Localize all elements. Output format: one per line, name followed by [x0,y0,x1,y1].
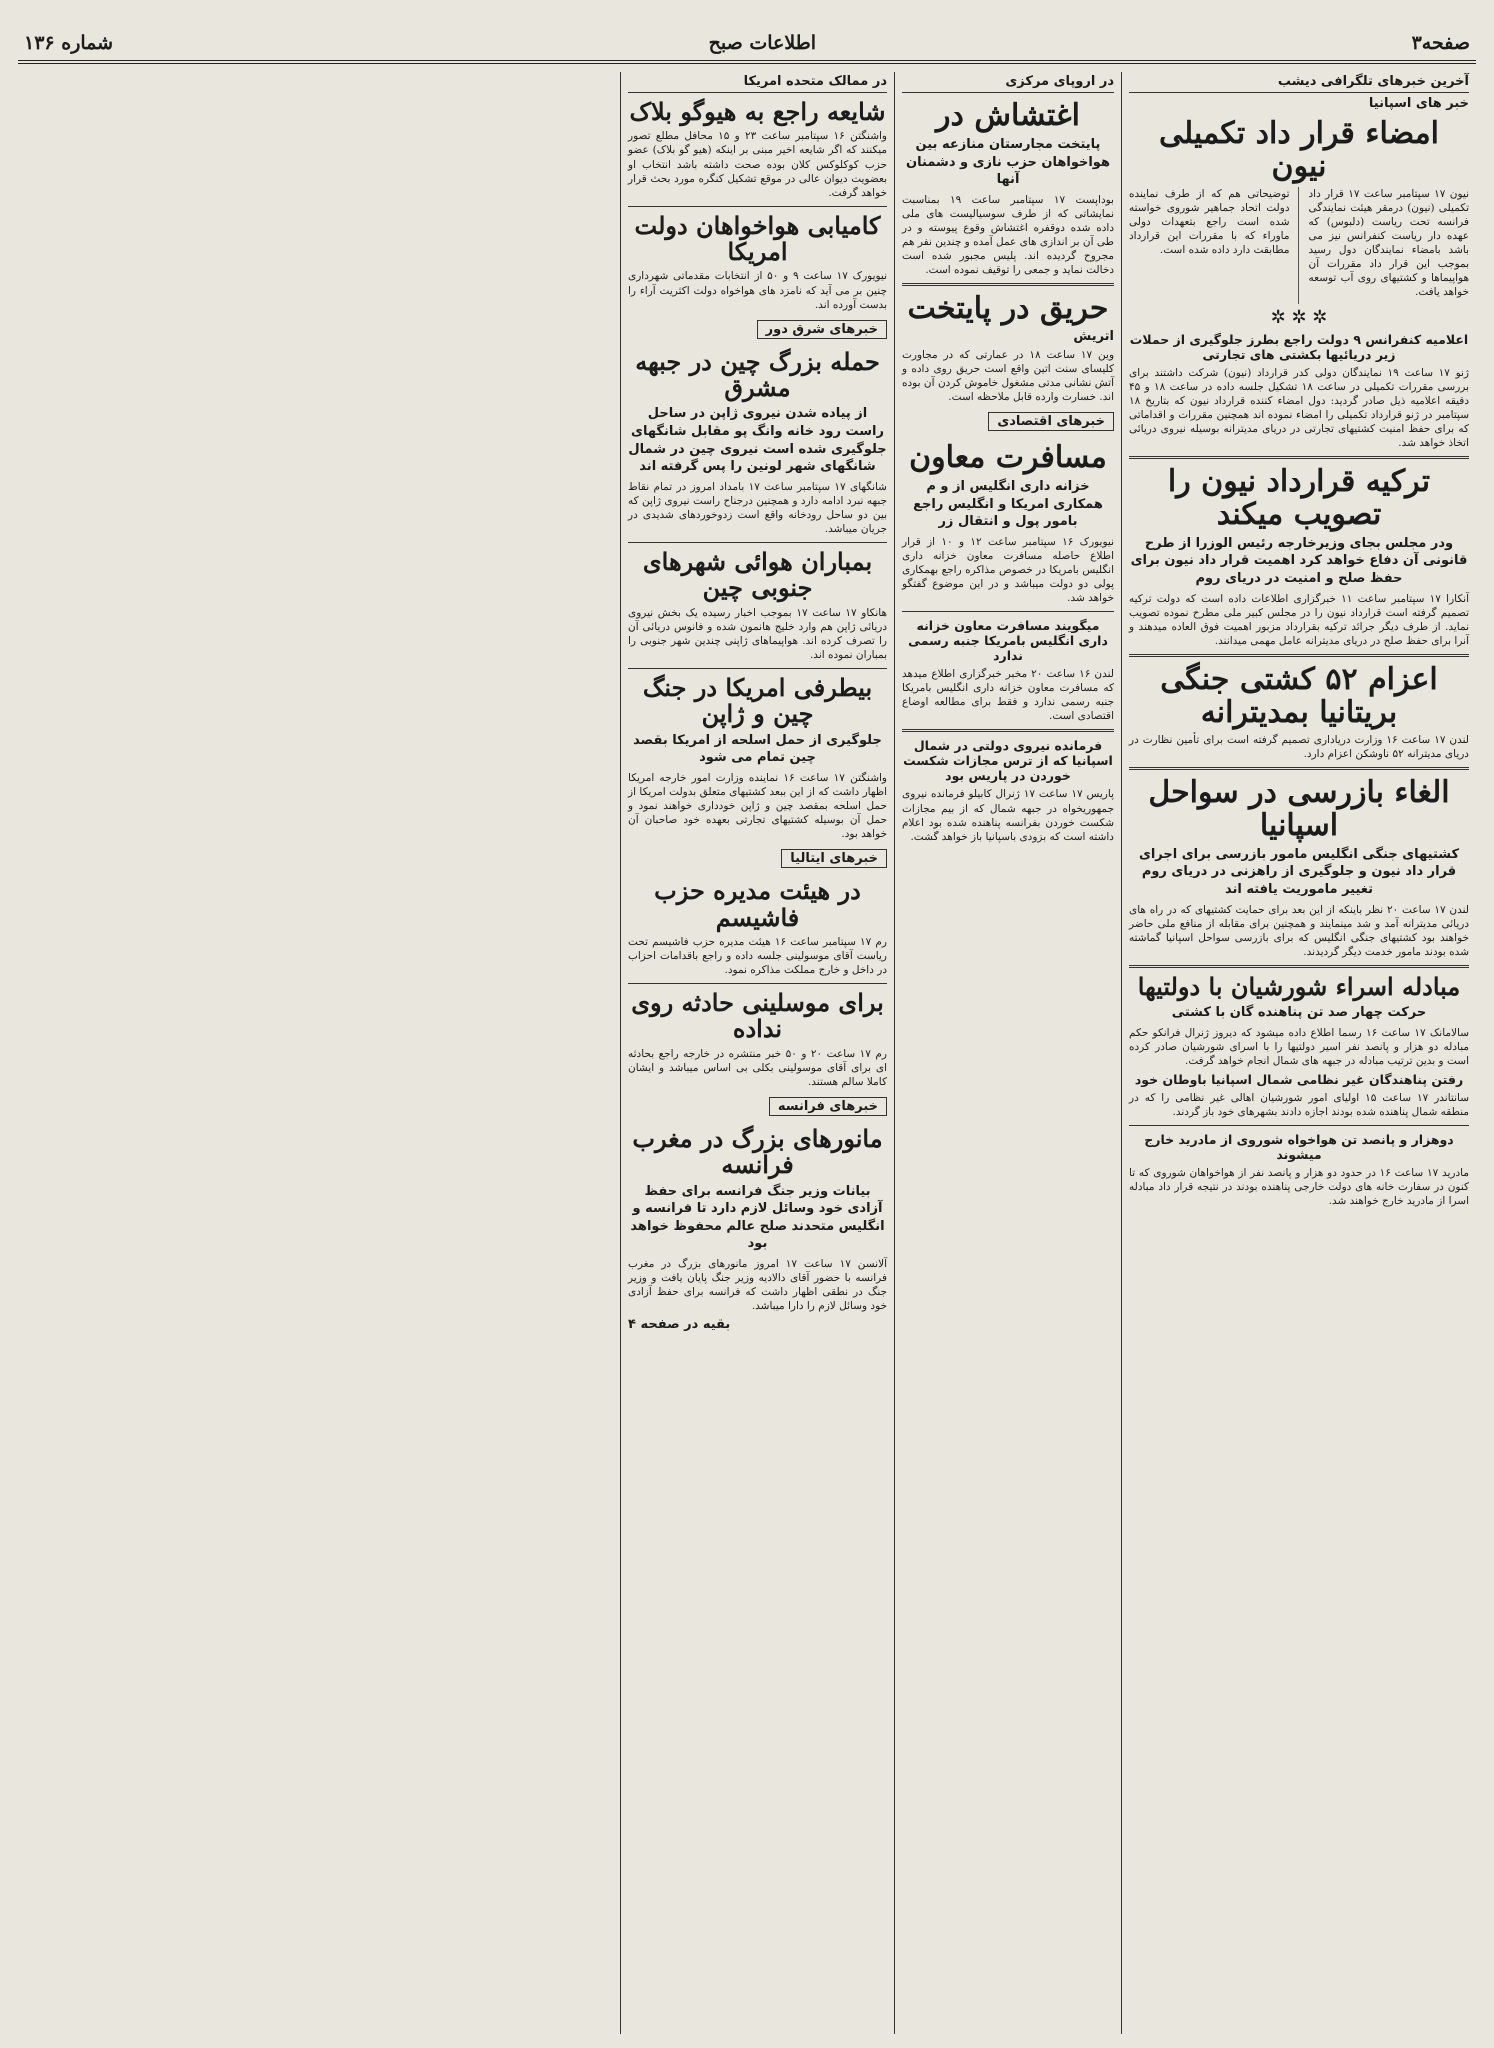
divider [1129,767,1469,770]
article-text: ژنو ۱۷ ساعت ۱۹ نمایندگان دولی کدر قرارداد (نیون) شرکت داشتند برای بررسی مقررات تکمیلی در ساعت ۱۸ تشکیل جلسه داده در ساعت ۱۸ و ۴۵ دقیقه اعلامیه ذیل صادر گردید: دول امضاء کننده قرارداد نیون که بتاریخ ۱۸ سپتامبر در ژنو قرارداد تکمیلی را امضاء نموده اند همچنین مقررات و اقداماتی که برای حفظ امنیت کشتیهای تجارتی در دریای مدیترانه بوسیله نیروی دریائی اتخاذ خواهد شد. [1129,366,1469,449]
subheadline: رفتن پناهندگان غیر نظامی شمال اسپانیا باوطان خود [1134,1071,1464,1087]
article-text: آلانسن ۱۷ ساعت ۱۷ امروز مانورهای بزرگ در مغرب فرانسه با حضور آقای دالادیه وزیر جنگ پایان یافت و وزیر جنگ در نطقی اظهار داشت که فرانسه برای حفظ آزادی خود وسائل لازم را دارا میباشد. [628,1258,887,1313]
headline: امضاء قرار داد تکمیلی نیون [1158,116,1440,184]
subheadline: حرکت چهار صد تن پناهنده گان با کشتی [1171,1005,1427,1021]
article-text: توضیحاتی هم که از طرف نماینده دولت اتحاد جماهیر شوروی خواسته شده است راجع بتعهدات دولی ماوراء که با مقررات این قرارداد مطابقت دارد داده شده است. [1129,188,1290,257]
section-header: خبرهای ایتالیا [781,849,887,868]
page-number: صفحه۳ [1411,32,1470,54]
headline: کامیابی هواخواهان دولت امریکا [634,210,881,267]
subheadline: خزانه داری انگلیس از و م همکاری امریکا و انگلیس راجع بامور پول و انتقال زر [913,479,1103,530]
article-text: لندن ۱۷ ساعت ۱۶ وزارت دریاداری تصمیم گرفته است برای تأمین نظارت در دریای مدیترانه ۵۲ ناوشکن اعزام دارد. [1129,733,1470,760]
article-text: لندن ۱۶ ساعت ۲۰ مخبر خبرگزاری اطلاع میدهد که مسافرت معاون خزانه داری انگلیس بامریکا جنبه رسمی ندارد و فقط برای مطالعه اوضاع اقتصادی است. [902,668,1114,723]
divider [628,983,887,984]
article-text: لندن ۱۷ ساعت ۲۰ نظر باینکه از این بعد برای حمایت کشتیهای که در راه های دریائی مدیترانه آمد و شد مینمایند و همچنین برای مقابله از منافع ملی حاضر خواهند بود کشتیهای جنگی انگلیس که برای بازرسی سواحل اسپانیا گماشته شده بودند مامور خدمت دیگر گردیدند. [1129,903,1470,958]
headline: ترکیه قرارداد نیون را تصویب میکند [1167,463,1431,532]
headline: شایعه راجع به هیوگو بلاک [629,97,886,126]
article-text: رم ۱۷ ساعت ۲۰ و ۵۰ خبر منتشره در خارجه راجع بحادثه ای برای آقای موسولینی بکلی بی اساس میباشد و ایشان کاملا سالم هستند. [628,1047,887,1088]
article-text: واشنگتن ۱۶ سپتامبر ساعت ۲۳ و ۱۵ محافل مطلع تصور میکنند که اگر شایعه اخیر مبنی بر اینکه (هیو گو بلاک) عضو حزب کوکلوکس کلان بوده صحت داشته باشد انتخاب او بعضویت دیوان عالی در موقع تشکیل کنگره مورد بحث قرار خواهد گرفت. [628,130,887,199]
headline: اعزام ۵۲ کشتی جنگی بریتانیا بمدیترانه [1160,661,1438,730]
subheadline: از پیاده شدن نیروی ژاپن در ساحل راست رود خانه وانگ پو مقابل شانگهای جلوگیری شده است نیروی چین در شمال شانگهای شهر لونین را پس گرفته اند [628,406,887,475]
article-text: شانگهای ۱۷ سپتامبر ساعت ۱۷ بامداد امروز در تمام نقاط جبهه نبرد ادامه دارد و همچنین درجناح راست نیروی ژاپن که بین دو ساحل رودخانه واقع است زدوخوردهای شدیدی در جریان میباشد. [628,480,887,535]
article-text: سالامانک ۱۷ ساعت ۱۶ رسما اطلاع داده میشود که دیروز ژنرال فرانکو حکم مبادله دو هزار و پانصد نفر اسیر دولتیها را با اسرای شورشیان صادر کرده است و بدین ترتیب مبادله در جبهه های شمال انجام خواهد گرفت. [1129,1026,1469,1067]
headline: مانورهای بزرگ در مغرب فرانسه [632,1124,883,1180]
subheadline: فرمانده نیروی دولتی در شمال اسپانیا که از ترس مجازات شکست خوردن در پاریس بود [903,738,1113,784]
subheadline: جلوگیری از حمل اسلحه از امریکا بقصد چین تمام می شود [633,732,882,766]
headline: مبادله اسراء شورشیان با دولتیها [1137,971,1461,1001]
divider [1129,965,1469,968]
article-text: وین ۱۷ ساعت ۱۸ در عمارتی که در مجاورت کلیسای سنت اتین واقع است حریق روی داده و آتش نشانی مدتی مشغول خاموش کردن آن بوده اند. خسارت وارده قابل ملاحظه است. [902,349,1115,404]
newspaper-page [18,14,1476,2034]
section-header: خبرهای اقتصادی [988,412,1114,431]
headline: حریق در پایتخت [907,291,1109,327]
column-middle-left [620,72,894,2034]
headline: مسافرت معاون [909,440,1107,476]
subheadline: کشتیهای جنگی انگلیس مامور بازرسی برای اجرای قرار داد نیون و جلوگیری از راهزنی در دریای روم تغییر ماموریت یافته اند [1138,846,1460,897]
subheadline: ودر مجلس بجای وزیرخارجه رئیس الوزرا از طرح قانونی آن دفاع خواهد کرد اهمیت قرار داد نیون برای حفظ صلح و امنیت در دریای روم [1130,535,1468,586]
divider [628,668,887,669]
divider [902,729,1114,732]
column-right [1121,72,1476,2034]
section-header: در ممالک متحده امریکا [628,72,887,93]
subheadline: دوهزار و پانصد تن هواخواه شوروی از مادرید خارج میشوند [1144,1132,1454,1163]
subheadline: اتریش [1073,329,1114,345]
section-header: در اروپای مرکزی [902,72,1114,93]
headline: اغتشاش در [936,98,1080,133]
article-text: نیویورک ۱۶ سپتامبر ساعت ۱۲ و ۱۰ از قرار اطلاع حاصله مسافرت معاون خزانه داری انگلیس بامریکا در خصوص مذاکره راجع بهمکاری پولی دو دولت میباشد و در این موضوع گفتگو خواهد شد. [902,535,1114,605]
ornament: ✲ ✲ ✲ [1270,306,1328,328]
headline: بمباران هوائی شهرهای جنوبی چین [642,546,873,603]
divider [902,611,1114,612]
divider [628,542,887,543]
section-header: خبرهای فرانسه [769,1097,887,1116]
section-header: خبرهای شرق دور [757,320,887,339]
article-text: رم ۱۷ سپتامبر ساعت ۱۶ هیئت مدیره حزب فاشیسم تحت ریاست آقای موسولینی جلسه داده و راجع باقدامات احزاب در داخل و خارج مملکت مذاکره نمود. [628,935,887,977]
article-text: نیون ۱۷ سپتامبر ساعت ۱۷ قرار داد تکمیلی (نیون) درمقر هیئت نمایندگی فرانسه تحت ریاست (دلبوس) که عهده دار ریاست کنفرانس نیز می باشد بامضاء نمایندگان دول رسید بموجب این قرار داد مقررات آن هواپیماها و کشتیهای روی آب توسعه خواهد یافت. [1308,188,1469,299]
divider [1129,654,1469,657]
article-text: مادرید ۱۷ ساعت ۱۶ در حدود دو هزار و پانصد نفر از هواخواهان شوروی که تا کنون در سفارت خانه های دولت خارجی پناهنده بودند در نتیجه قرار داد مبادله اسرا از مادرید خارج خواهند شد. [1129,1167,1469,1208]
subheadline: پایتخت مجارستان منازعه بین هواخواهان حزب نازی و دشمنان آنها [906,137,1110,188]
article-text: واشنگتن ۱۷ ساعت ۱۶ نماینده وزارت امور خارجه امریکا اظهار داشت که از این ببعد کشتیهای متعلق بدولت امریکا از حمل اسلحه بمقصد چین و ژاپن خودداری خواهند نمود و حمل آن بوسیله کشتیهای تجارتی بعهده خود صاحبان آن خواهد بود. [628,771,887,841]
divider [1129,1125,1469,1126]
headline: الغاء بازرسی در سواحل اسپانیا [1148,774,1450,843]
subheadline: بیانات وزیر جنگ فرانسه برای حفظ آزادی خود وسائل لازم دارد تا فرانسه و انگلیس متحدند صلح عالم محفوظ خواهد بود [630,1183,885,1252]
article-text: سانتاندر ۱۷ ساعت ۱۵ اولیای امور شورشیان اهالی غیر نظامی را که در منطقه شمال پناهنده شده بودند اجازه دادند بشهرهای خود باز گردند. [1129,1091,1469,1118]
subsection-header: خبر های اسپانیا [1368,96,1469,111]
section-header: آخرین خبرهای تلگرافی دیشب [1129,72,1469,93]
divider [902,283,1114,286]
article-text: بوداپست ۱۷ سپتامبر ساعت ۱۹ بمناسبت نمایشاتی که از طرف سوسیالیست های ملی داده شده دوقفره اغتشاش وقوع پیوسته و در طی آن بر اندازی های عمل آمده و چندین نفر هم مجروح گردیده اند. پلیس مجبور شده است دخالت نماید و جمعی را توقیف نموده است. [902,193,1114,276]
continued-note: بقیه در صفحه ۴ [628,1317,731,1333]
headline: در هیئت مدیره حزب فاشیسم [654,876,861,932]
subheadline: اعلامیه کنفرانس ۹ دولت راجع بطرز جلوگیری از حملات زیر دریائیها بکشتی های تجارتی [1129,331,1469,362]
headline: برای موسلینی حادثه روی نداده [631,988,884,1044]
article-text: هانکاو ۱۷ ساعت ۱۷ بموجب اخبار رسیده یک بخش نیروی دریائی ژاپن هم وارد خلیج هانمون شده و فانوس دریائی آن را تصرف کرده اند. هواپیماهای ژاپنی چندین شهر جنوبی را بمباران نموده اند. [628,606,887,661]
headline: بیطرفی امریکا در جنگ چین و ژاپن [642,672,873,729]
article-text: نیویورک ۱۷ ساعت ۹ و ۵۰ از انتخابات مقدماتی شهرداری چنین بر می آید که نامزد های هواخواه دولت اکثریت آراء را بدست آورده اند. [628,270,888,311]
two-column-text [1129,187,1469,304]
article-text: پاریس ۱۷ ساعت ۱۷ ژنرال کابیلو فرمانده نیروی جمهوریخواه در جبهه شمال که از بیم مجازات شکست خوردن بفرانسه پناهنده شده بود اعلام داشته است که بزودی باسپانیا باز خواهد گشت. [902,788,1114,843]
article-text: آنکارا ۱۷ سپتامبر ساعت ۱۱ خبرگزاری اطلاعات داده است که دولت ترکیه تصمیم گرفته است قرارداد نیون را در مجلس کبیر ملی مطرح نموده تصویب نماید. از طرف دیگر جرائد ترکیه بقرارداد مزبور اهمیت فوق العاده میدهند و آنرا برای حفظ صلح در دریای مدیترانه عامل مهمی میدانند. [1129,592,1469,647]
divider [628,206,887,207]
column-middle-right [894,72,1121,2034]
masthead [18,14,1476,64]
headline: حمله بزرگ چین در جبهه مشرق [635,346,880,403]
subheadline: میگویند مسافرت معاون خزانه داری انگلیس بامریکا جنبه رسمی ندارد [908,618,1108,664]
paper-name: اطلاعات صبح [708,32,817,54]
issue-number: شماره ۱۳۶ [24,32,114,54]
divider [1129,456,1469,459]
